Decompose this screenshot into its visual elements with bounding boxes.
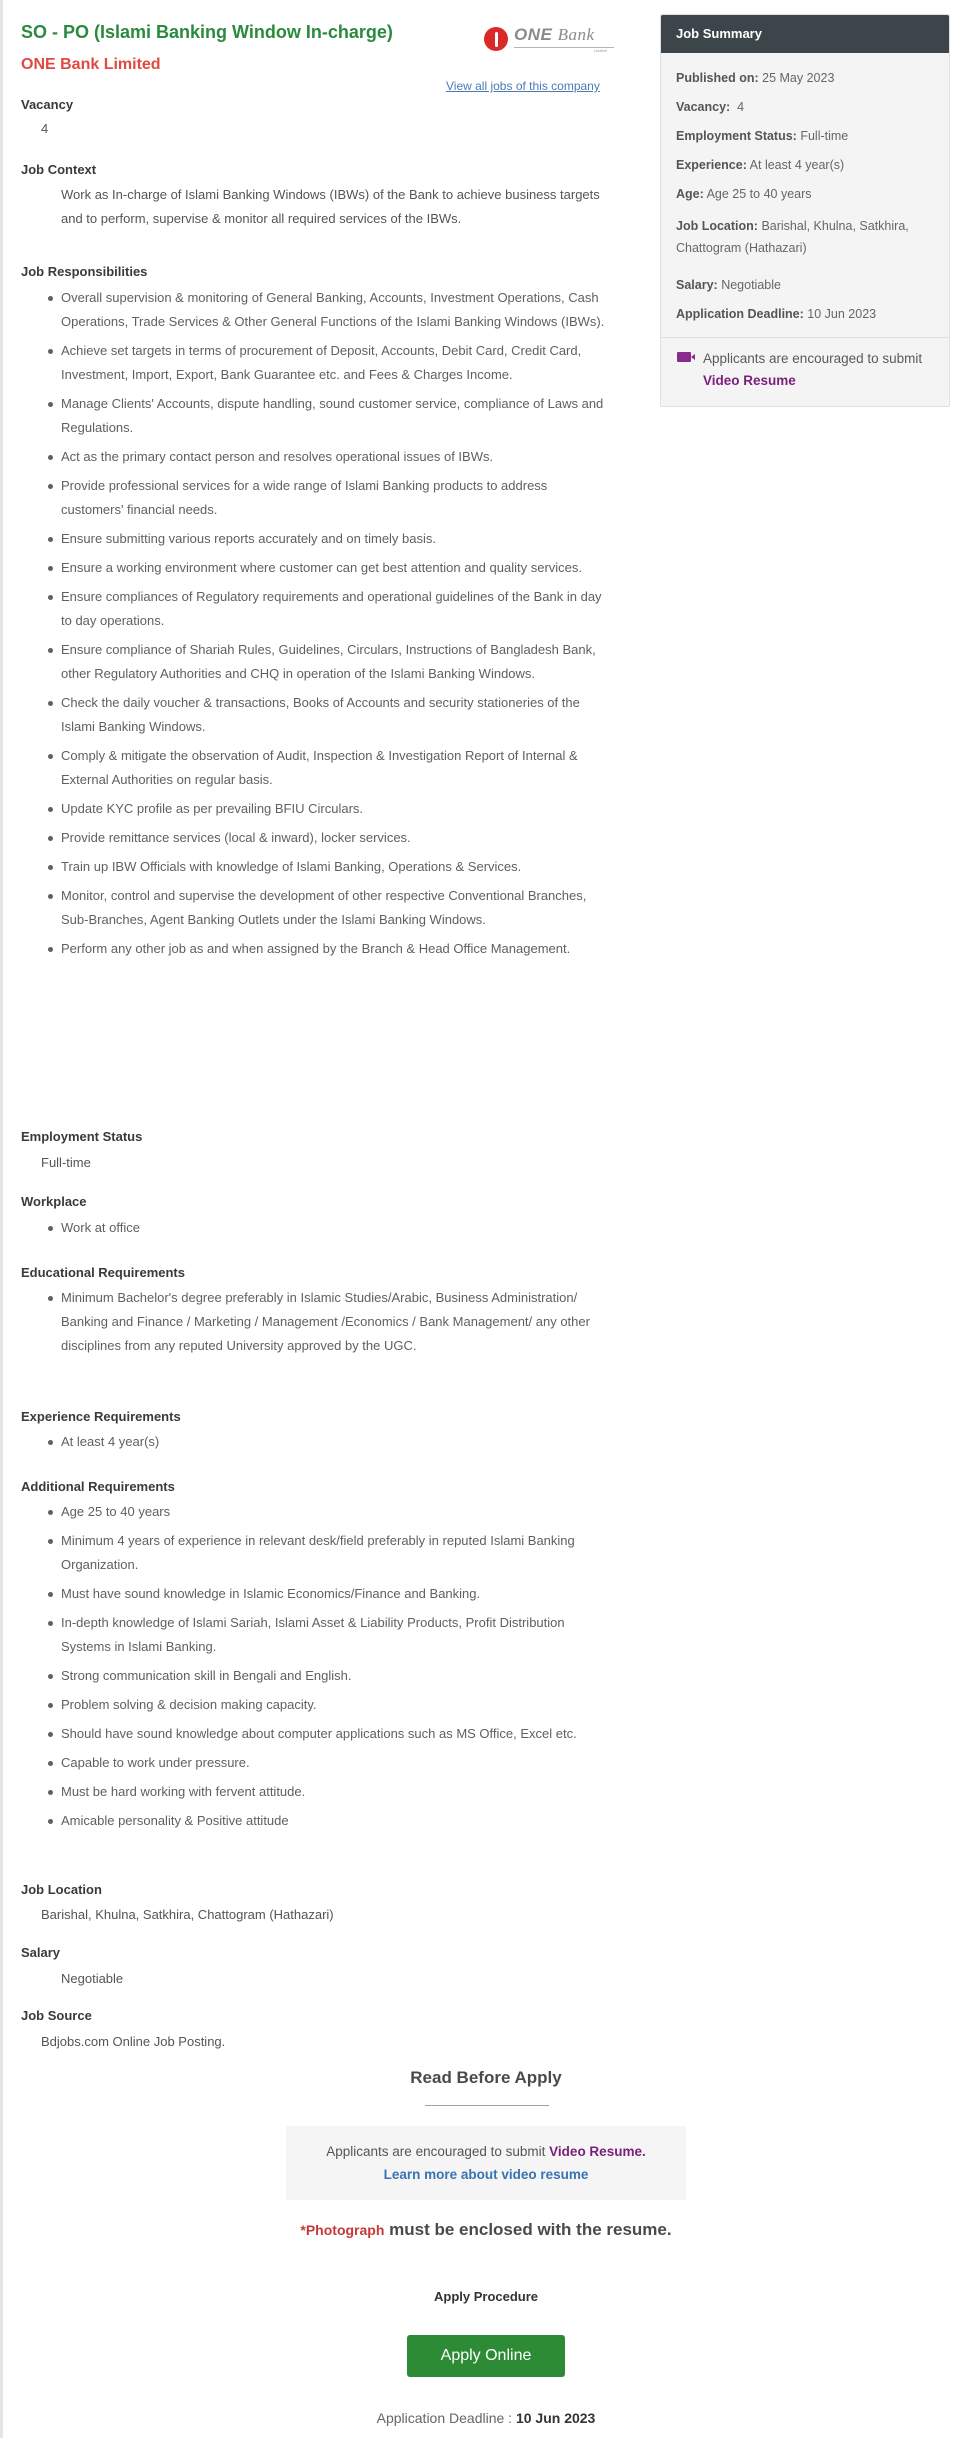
job-summary-title: Job Summary [661,15,949,53]
video-resume-box [286,2126,686,2200]
page-title: SO - PO (Islami Banking Window In-charge) [21,22,393,42]
list-item: Check the daily voucher & transactions, Books of Accounts and security stationeries of the Islami Banking Windows. [61,691,609,739]
list-item: Ensure compliance of Shariah Rules, Guidelines, Circulars, Instructions of Bangladesh Bank, other Regulatory Authorities and CHQ in operation of the Islami Banking Windows. [61,638,609,686]
summary-employment: Employment Status: Full-time [676,129,849,143]
job-context-text: Work as In-charge of Islami Banking Windows (IBWs) of the Bank to achieve business targets and to perform, supervise & monitor all required services of the IBWs. [61,187,600,226]
list-item: Monitor, control and supervise the development of other respective Conventional Branches, Sub-Branches, Agent Banking Outlets under the Islami Banking Windows. [61,884,609,932]
list-item: In-depth knowledge of Islami Sariah, Islami Asset & Liability Products, Profit Distribution Systems in Islami Banking. [61,1611,609,1659]
video-camera-icon [677,352,691,362]
list-item: Train up IBW Officials with knowledge of Islami Banking, Operations & Services. [61,855,609,879]
job-location-heading: Job Location [21,1882,102,1897]
job-summary-panel [660,14,950,407]
list-item: Should have sound knowledge about computer applications such as MS Office, Excel etc. [61,1722,609,1746]
experience-list [61,1430,609,1459]
vacancy-value: 4 [41,121,49,136]
salary-heading: Salary [21,1945,61,1960]
list-item: Ensure submitting various reports accurately and on timely basis. [61,527,609,551]
view-all-jobs-link[interactable]: View all jobs of this company [446,79,600,93]
page-left-border [0,0,3,2438]
summary-video-resume: Applicants are encouraged to submit Video Resume [703,351,923,388]
list-item: Must be hard working with fervent attitude. [61,1780,609,1804]
list-item: Capable to work under pressure. [61,1751,609,1775]
list-item: Age 25 to 40 years [61,1500,609,1524]
list-item: Provide remittance services (local & inward), locker services. [61,826,609,850]
list-item: Update KYC profile as per prevailing BFIU Circulars. [61,797,609,821]
logo-subtext: Limited [594,48,607,53]
job-source-value: Bdjobs.com Online Job Posting. [41,2034,226,2049]
list-item: At least 4 year(s) [61,1430,609,1454]
list-item: Strong communication skill in Bengali and English. [61,1664,609,1688]
summary-experience: Experience: At least 4 year(s) [676,158,845,172]
apply-procedure-heading: Apply Procedure [433,2289,539,2304]
company-name[interactable]: ONE Bank Limited [21,56,161,73]
list-item: Minimum 4 years of experience in relevant desk/field preferably in reputed Islami Banking Organization. [61,1529,609,1577]
list-item: Minimum Bachelor's degree preferably in Islamic Studies/Arabic, Business Administration/ Banking and Finance / Marketing / Management /Economics / Bank Management/ any other disciplines from any reputed University approved by the UGC. [61,1286,609,1358]
summary-published: Published on: 25 May 2023 [676,71,835,85]
application-deadline: Application Deadline : 10 Jun 2023 [376,2410,596,2426]
responsibilities-heading: Job Responsibilities [21,264,148,279]
learn-more-video-link[interactable]: Learn more about video resume [383,2167,589,2182]
salary-value: Negotiable [61,1971,124,1986]
employment-status-value: Full-time [41,1155,91,1170]
workplace-list [61,1216,609,1245]
job-context-heading: Job Context [21,162,97,177]
workplace-heading: Workplace [21,1194,87,1209]
responsibilities-list [61,286,609,966]
experience-heading: Experience Requirements [21,1409,181,1424]
list-item: Provide professional services for a wide range of Islami Banking products to address customers' financial needs. [61,474,609,522]
summary-age: Age: Age 25 to 40 years [676,187,812,201]
list-item: Problem solving & decision making capacity. [61,1693,609,1717]
employment-status-heading: Employment Status [21,1129,143,1144]
list-item: Work at office [61,1216,609,1240]
summary-deadline: Application Deadline: 10 Jun 2023 [676,307,877,321]
logo-mark-icon [484,27,508,51]
list-item: Comply & mitigate the observation of Audit, Inspection & Investigation Report of Internal & External Authorities on regular basis. [61,744,609,792]
company-logo [484,24,614,54]
list-item: Overall supervision & monitoring of General Banking, Accounts, Investment Operations, Cash Operations, Trade Services & Other General Functions of the Islami Banking Windows (IBWs). [61,286,609,334]
education-list [61,1286,609,1363]
logo-text: ONE Bank [514,25,595,44]
list-item: Act as the primary contact person and resolves operational issues of IBWs. [61,445,609,469]
list-item: Ensure compliances of Regulatory requirements and operational guidelines of the Bank in day to day operations. [61,585,609,633]
job-location-value: Barishal, Khulna, Satkhira, Chattogram (Hathazari) [41,1907,334,1922]
list-item: Achieve set targets in terms of procurement of Deposit, Accounts, Debit Card, Credit Card, Investment, Import, Export, Bank Guarantee etc. and Fees & Charges Income. [61,339,609,387]
additional-heading: Additional Requirements [21,1479,175,1494]
education-heading: Educational Requirements [21,1265,185,1280]
read-before-apply-heading: Read Before Apply [410,2068,562,2087]
video-resume-inline-link[interactable]: Video Resume. [549,2144,646,2159]
heading-divider [425,2105,549,2106]
vacancy-heading: Vacancy [21,97,74,112]
photograph-notice: *Photograph must be enclosed with the resume. [300,2220,672,2239]
list-item: Manage Clients' Accounts, dispute handling, sound customer service, compliance of Laws and Regulations. [61,392,609,440]
summary-location: Job Location: Barishal, Khulna, Satkhira, Chattogram (Hathazari) [676,219,909,255]
list-item: Ensure a working environment where customer can get best attention and quality services. [61,556,609,580]
additional-list [61,1500,609,1838]
list-item: Must have sound knowledge in Islamic Economics/Finance and Banking. [61,1582,609,1606]
list-item: Amicable personality & Positive attitude [61,1809,609,1833]
job-source-heading: Job Source [21,2008,92,2023]
list-item: Perform any other job as and when assigned by the Branch & Head Office Management. [61,937,609,961]
summary-salary: Salary: Negotiable [676,278,781,292]
video-resume-link[interactable]: Video Resume [703,373,796,388]
summary-vacancy: Vacancy: 4 [676,100,745,114]
apply-online-button[interactable]: Apply Online [407,2335,565,2377]
video-resume-text: Applicants are encouraged to submit Video Resume. [326,2144,646,2159]
